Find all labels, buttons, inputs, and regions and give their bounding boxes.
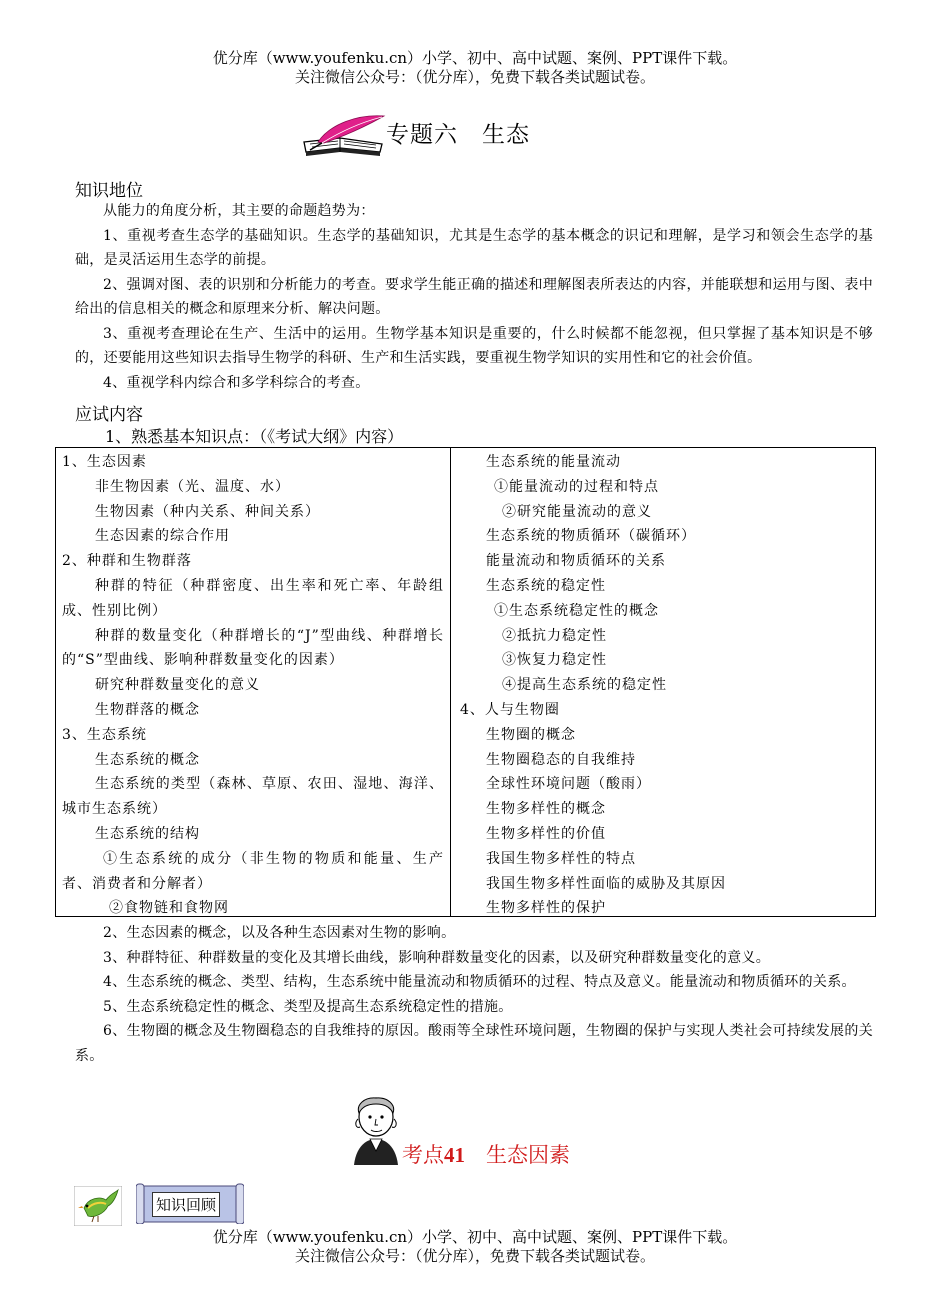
header-line-1: 优分库（www.youfenku.cn）小学、初中、高中试题、案例、PPT课件下载。 bbox=[212, 49, 738, 67]
table-left-column bbox=[62, 450, 444, 921]
portrait-icon bbox=[348, 1095, 402, 1165]
table-item: 3、生态系统 bbox=[62, 726, 147, 743]
point-item: 6、生物圈的概念及生物圈稳态的自我维持的原因。酸雨等全球性环境问题，生物圈的保护与实现人类社会可持续发展的关系。 bbox=[75, 1023, 873, 1064]
table-item: 生态系统的能量流动 bbox=[486, 454, 621, 470]
table-item: 4、人与生物圈 bbox=[460, 701, 560, 718]
knowledge-review-label: 知识回顾 bbox=[152, 1192, 220, 1217]
table-divider bbox=[450, 448, 451, 916]
page-footer bbox=[0, 1228, 950, 1266]
table-item: ③恢复力稳定性 bbox=[502, 652, 607, 669]
table-item: 生态系统的稳定性 bbox=[486, 577, 606, 594]
syllabus-table bbox=[55, 447, 876, 917]
table-item: 生物多样性的保护 bbox=[486, 900, 606, 917]
table-item: ①生态系统稳定性的概念 bbox=[494, 602, 659, 619]
table-item: 生物多样性的价值 bbox=[486, 825, 606, 842]
header-line-2: 关注微信公众号：（优分库），免费下载各类试题试卷。 bbox=[294, 68, 655, 86]
table-item: ②食物链和食物网 bbox=[109, 900, 229, 917]
table-right-column bbox=[460, 450, 870, 921]
table-item: 全球性环境问题（酸雨） bbox=[486, 776, 651, 793]
table-item: 生态因素的综合作用 bbox=[95, 528, 230, 545]
table-item: 生态系统的概念 bbox=[95, 751, 200, 768]
main-title: 专题六 生态 bbox=[386, 122, 530, 148]
table-item: 生物圈稳态的自我维持 bbox=[486, 751, 636, 768]
section-heading-knowledge-position: 知识地位 bbox=[75, 181, 143, 201]
point-item: 4、生态系统的概念、类型、结构，生态系统中能量流动和物质循环的过程、特点及意义。能量流动和物质循环的关系。 bbox=[103, 974, 856, 990]
point-item: 3、种群特征、种群数量的变化及其增长曲线，影响种群数量变化的因素，以及研究种群数量变化的意义。 bbox=[103, 949, 771, 966]
table-item: 生物群落的概念 bbox=[95, 701, 200, 718]
table-item: 生态系统的结构 bbox=[95, 825, 200, 842]
table-item: 2、种群和生物群落 bbox=[62, 553, 192, 570]
section1-body bbox=[75, 199, 873, 395]
point-item: 5、生态系统稳定性的概念、类型及提高生态系统稳定性的措施。 bbox=[103, 998, 513, 1015]
table-item: 生态系统的类型（森林、草原、农田、湿地、海洋、城市生态系统） bbox=[62, 776, 444, 818]
table-item: ①生态系统的成分（非生物的物质和能量、生产者、消费者和分解者） bbox=[62, 850, 444, 892]
book-quill-icon bbox=[300, 112, 386, 160]
table-item: 我国生物多样性面临的威胁及其原因 bbox=[486, 875, 726, 892]
exam-point-number: 41 bbox=[444, 1143, 465, 1167]
point-item: 2、生态因素的概念，以及各种生态因素对生物的影响。 bbox=[103, 925, 456, 941]
footer-line-2: 关注微信公众号：（优分库），免费下载各类试题试卷。 bbox=[294, 1247, 655, 1265]
table-item: ①能量流动的过程和特点 bbox=[494, 478, 659, 495]
page-header bbox=[0, 49, 950, 87]
table-item: ④提高生态系统的稳定性 bbox=[502, 677, 667, 694]
table-item: ②研究能量流动的意义 bbox=[502, 503, 652, 520]
exam-point-name: 生态因素 bbox=[486, 1143, 570, 1167]
section1-item: 2、强调对图、表的识别和分析能力的考查。要求学生能正确的描述和理解图表所表达的内容，并能联想和运用与图、表中给出的信息相关的概念和原理来分析、解决问题。 bbox=[75, 276, 873, 317]
table-item: 1、生态因素 bbox=[62, 454, 147, 470]
exam-point-title bbox=[402, 1139, 570, 1169]
table-item: ②抵抗力稳定性 bbox=[502, 627, 607, 644]
footer-line-1: 优分库（www.youfenku.cn）小学、初中、高中试题、案例、PPT课件下载。 bbox=[212, 1228, 738, 1246]
syllabus-subheading: 1、熟悉基本知识点：（《考试大纲》内容） bbox=[105, 427, 404, 446]
table-item: 生物多样性的概念 bbox=[486, 801, 606, 818]
table-item: 非生物因素（光、温度、水） bbox=[95, 478, 290, 495]
table-item: 生物因素（种内关系、种间关系） bbox=[95, 503, 320, 520]
bird-icon bbox=[74, 1186, 122, 1226]
exam-point-header bbox=[348, 1095, 648, 1165]
table-item: 生态系统的物质循环（碳循环） bbox=[486, 528, 696, 545]
section1-item: 1、重视考查生态学的基础知识。生态学的基础知识，尤其是生态学的基本概念的识记和理解，是学习和领会生态学的基础，是灵活运用生态学的前提。 bbox=[75, 227, 873, 268]
table-item: 种群的数量变化（种群增长的“J”型曲线、种群增长的“S”型曲线、影响种群数量变化的因素） bbox=[62, 627, 444, 669]
table-item: 研究种群数量变化的意义 bbox=[95, 677, 260, 694]
section1-item: 3、重视考查理论在生产、生活中的运用。生物学基本知识是重要的，什么时候都不能忽视，但只掌握了基本知识是不够的，还要能用这些知识去指导生物学的科研、生产和生活实践，要重视生物学知识的实用性和它的社会价值。 bbox=[75, 325, 873, 366]
exam-point-prefix: 考点 bbox=[402, 1143, 444, 1167]
points-list bbox=[75, 921, 873, 1068]
section1-item: 4、重视学科内综合和多学科综合的考查。 bbox=[103, 374, 370, 391]
section-heading-exam-content: 应试内容 bbox=[75, 405, 143, 425]
table-item: 生物圈的概念 bbox=[486, 726, 576, 743]
table-item: 能量流动和物质循环的关系 bbox=[486, 553, 666, 570]
table-item: 种群的特征（种群密度、出生率和死亡率、年龄组成、性别比例） bbox=[62, 577, 444, 619]
table-item: 我国生物多样性的特点 bbox=[486, 850, 636, 867]
section1-intro: 从能力的角度分析，其主要的命题趋势为： bbox=[103, 203, 375, 219]
